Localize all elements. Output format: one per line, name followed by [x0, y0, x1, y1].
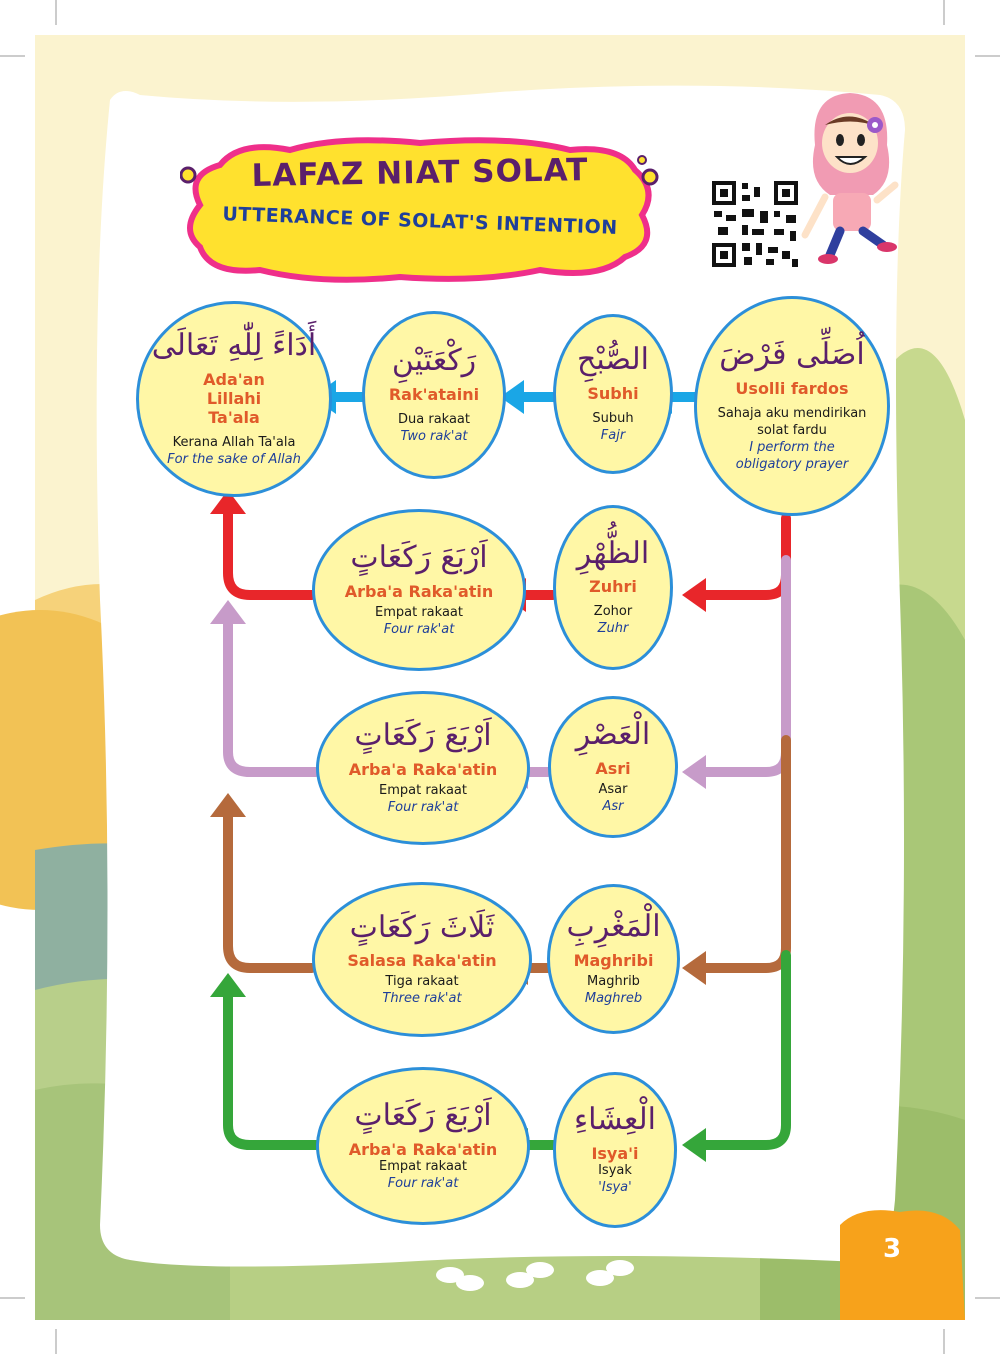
fajr-rakaat-arabic: رَكْعَتَيْنِ: [391, 343, 477, 379]
fajr-malay: Subuh: [592, 410, 634, 426]
page-subtitle: UTTERANCE OF SOLAT'S INTENTION: [222, 203, 618, 239]
isya-rakaat-malay: Empat rakaat: [379, 1158, 467, 1174]
asr-arabic: الْعَصْرِ: [575, 717, 651, 753]
maghrib-prayer-oval: [547, 884, 680, 1034]
maghrib-english: Maghreb: [584, 990, 643, 1006]
isya-malay: Isyak: [598, 1162, 632, 1178]
ending-malay: Kerana Allah Ta'ala: [172, 435, 296, 451]
asr-rakaat-arabic: اَرْبَعَ رَكَعَاتٍ: [354, 718, 492, 754]
zuhr-rakaat-english: Four rak'at: [383, 621, 455, 637]
fajr-transliteration: Subhi: [587, 383, 639, 403]
fajr-prayer-oval: [553, 314, 673, 474]
niat-arabic: اُصَلِّى فَرْضَ: [719, 337, 865, 373]
fajr-english: Fajr: [600, 427, 626, 443]
isya-rakaat-english: Four rak'at: [387, 1175, 459, 1191]
maghrib-rakaat-malay: Tiga rakaat: [385, 974, 459, 990]
fajr-arabic: الصُّبْحِ: [577, 342, 649, 378]
asr-rakaat-malay: Empat rakaat: [379, 782, 467, 798]
niat-transliteration: Usolli fardos: [735, 378, 849, 398]
asr-english: Asr: [602, 798, 624, 814]
asr-rakaat-oval: [316, 691, 530, 845]
fajr-rakaat-malay: Dua rakaat: [398, 411, 470, 427]
maghrib-transliteration: Maghribi: [573, 950, 654, 970]
niat-malay: Sahaja aku mendirikan solat fardu: [717, 406, 867, 438]
isya-rakaat-arabic: اَرْبَعَ رَكَعَاتٍ: [354, 1098, 492, 1134]
isya-rakaat-oval: [316, 1067, 530, 1225]
fajr-rakaat-oval: [362, 311, 506, 479]
asr-transliteration: Asri: [595, 758, 631, 778]
zuhr-english: Zuhr: [597, 621, 629, 637]
zuhr-rakaat-malay: Empat rakaat: [375, 604, 463, 620]
ending-arabic: أَدَاءً لِلّٰهِ تَعَالَى: [151, 328, 317, 364]
page-number: 3: [882, 1234, 902, 1264]
maghrib-malay: Maghrib: [587, 973, 640, 989]
zuhr-rakaat-oval: [312, 509, 526, 671]
zuhr-rakaat-arabic: اَرْبَعَ رَكَعَاتٍ: [350, 540, 488, 576]
zuhr-rakaat-transliteration: Arba'a Raka'atin: [344, 581, 494, 601]
isya-english: 'Isya': [598, 1179, 632, 1195]
page-title: LAFAZ NIAT SOLAT: [251, 152, 589, 194]
maghrib-rakaat-oval: [312, 882, 532, 1037]
ending-transliteration: Ada'an Lillahi Ta'ala: [203, 369, 265, 427]
maghrib-rakaat-arabic: ثَلَاثَ رَكَعَاتٍ: [349, 909, 495, 945]
maghrib-rakaat-transliteration: Salasa Raka'atin: [347, 951, 497, 971]
maghrib-rakaat-english: Three rak'at: [382, 991, 462, 1007]
asr-prayer-oval: [548, 696, 678, 838]
zuhr-transliteration: Zuhri: [589, 577, 637, 597]
ending-english: For the sake of Allah: [167, 452, 301, 468]
isya-prayer-oval: [553, 1072, 677, 1228]
asr-rakaat-english: Four rak'at: [387, 799, 459, 815]
zuhr-prayer-oval: [553, 505, 673, 670]
isya-rakaat-transliteration: Arba'a Raka'atin: [348, 1139, 498, 1159]
asr-rakaat-transliteration: Arba'a Raka'atin: [348, 759, 498, 779]
niat-oval: [694, 296, 890, 516]
asr-malay: Asar: [598, 781, 628, 797]
isya-arabic: الْعِشَاءِ: [574, 1102, 656, 1138]
zuhr-malay: Zohor: [593, 604, 633, 620]
maghrib-arabic: الْمَغْرِبِ: [566, 909, 661, 945]
ending-oval: [136, 301, 332, 497]
fajr-rakaat-transliteration: Rak'ataini: [388, 384, 480, 404]
isya-transliteration: Isya'i: [591, 1143, 639, 1163]
fajr-rakaat-english: Two rak'at: [400, 428, 468, 444]
zuhr-arabic: الظُّهْرِ: [576, 535, 650, 571]
niat-english: I perform the obligatory prayer: [735, 439, 849, 472]
